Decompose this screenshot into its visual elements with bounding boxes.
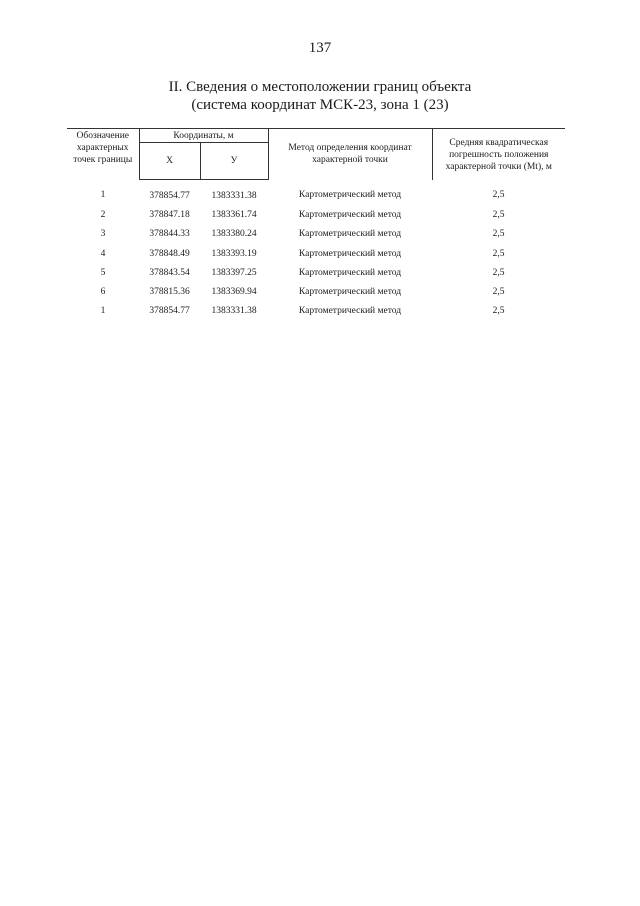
cell-error: 2,5 <box>492 190 505 201</box>
table-row <box>67 225 565 244</box>
cell-y: 1383361.74 <box>211 209 257 220</box>
cell-x: 378848.49 <box>149 248 190 259</box>
cell-method: Картометрический метод <box>298 190 402 201</box>
table-body <box>67 180 565 322</box>
table-row <box>67 180 565 206</box>
table-row <box>67 244 565 263</box>
header-coordinates: Координаты, м <box>139 129 268 143</box>
title-line-2: (система координат МСК-23, зона 1 (23) <box>191 97 449 113</box>
cell-point: 1 <box>100 306 106 317</box>
cell-x: 378854.77 <box>149 306 190 317</box>
cell-point: 5 <box>100 267 106 278</box>
cell-y: 1383369.94 <box>211 287 257 298</box>
cell-method: Картометрический метод <box>298 306 402 317</box>
cell-error: 2,5 <box>492 267 505 278</box>
cell-point: 4 <box>100 248 106 259</box>
cell-error: 2,5 <box>492 287 505 298</box>
header-x: X <box>139 143 200 180</box>
cell-x: 378854.77 <box>149 190 190 201</box>
cell-method: Картометрический метод <box>298 229 402 240</box>
cell-method: Картометрический метод <box>298 267 402 278</box>
cell-error: 2,5 <box>492 248 505 259</box>
document-title <box>0 78 640 114</box>
cell-x: 378844.33 <box>149 229 190 240</box>
header-designation: Обозначение характерных точек границы <box>67 129 139 180</box>
cell-point: 1 <box>100 190 106 201</box>
page-number: 137 <box>308 40 332 56</box>
cell-error: 2,5 <box>492 306 505 317</box>
cell-method: Картометрический метод <box>298 209 402 220</box>
cell-y: 1383331.38 <box>211 190 257 201</box>
cell-y: 1383380.24 <box>211 229 257 240</box>
table-header <box>67 129 565 180</box>
cell-x: 378843.54 <box>149 267 190 278</box>
cell-y: 1383331.38 <box>211 306 257 317</box>
cell-x: 378847.18 <box>149 209 190 220</box>
table-row <box>67 263 565 282</box>
cell-error: 2,5 <box>492 209 505 220</box>
header-rms-error: Средняя квадратическая погрешность положения характерной точки (Mt), м <box>432 129 565 180</box>
cell-point: 6 <box>100 287 106 298</box>
table-row <box>67 302 565 321</box>
cell-x: 378815.36 <box>149 287 190 298</box>
cell-method: Картометрический метод <box>298 248 402 259</box>
header-y: У <box>200 143 268 180</box>
table-row <box>67 205 565 224</box>
coordinates-table <box>67 128 565 321</box>
header-method: Метод определения координат характерной точки <box>268 129 432 180</box>
cell-error: 2,5 <box>492 229 505 240</box>
cell-point: 2 <box>100 209 106 220</box>
cell-method: Картометрический метод <box>298 287 402 298</box>
cell-y: 1383397.25 <box>211 267 257 278</box>
cell-y: 1383393.19 <box>211 248 257 259</box>
cell-point: 3 <box>100 229 106 240</box>
table-row <box>67 282 565 301</box>
title-line-1: II. Сведения о местоположении границ объекта <box>168 79 472 95</box>
